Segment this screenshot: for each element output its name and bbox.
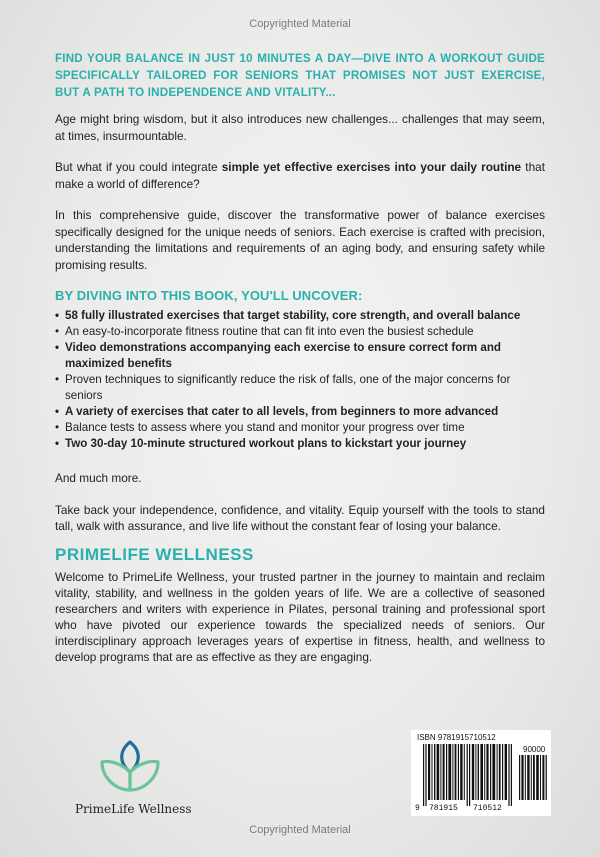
- feature-item: • Video demonstrations accompanying each exercise to ensure correct form and maximized benefits: [55, 340, 545, 372]
- back-cover-text: [55, 50, 545, 665]
- paragraph-integrate: [55, 159, 545, 192]
- feature-list: [55, 308, 545, 452]
- price-code: 90000: [523, 745, 546, 754]
- isbn-label: ISBN 9781915710512: [417, 733, 496, 742]
- feature-item: • A variety of exercises that cater to all levels, from beginners to more advanced: [55, 404, 545, 420]
- barcode-right-digits: 710512: [473, 804, 502, 813]
- barcode-left-digits: 781915: [429, 804, 458, 813]
- feature-item: • Proven techniques to significantly reduce the risk of falls, one of the major concerns for seniors: [55, 372, 545, 404]
- brand-description: Welcome to PrimeLife Wellness, your trusted partner in the journey to maintain and reclaim vitality, stability, and wellness in the golden years of life. We are a collective of seasoned researchers and writers with experience in Pilates, personal training and professional sport who have pivoted our experience towards the specialized needs of seniors. Our interdisciplinary approach leverages years of expertise in fitness, health, and wellness to develop programs that are as effective as they are engaging.: [55, 569, 545, 664]
- barcode-main-bars: [423, 744, 515, 806]
- barcode-addon-bars: [519, 755, 547, 800]
- paragraph-integrate-start: But what if you could integrate: [55, 160, 222, 174]
- barcode-lead-digit: 9: [415, 804, 420, 813]
- watermark-top: Copyrighted Material: [249, 18, 351, 30]
- lotus-leaf-icon: [98, 738, 162, 796]
- paragraph-integrate-end: that make a world of difference?: [55, 160, 545, 191]
- primelife-logo: [75, 738, 192, 816]
- feature-item: • An easy-to-incorporate fitness routine that can fit into even the busiest schedule: [55, 324, 545, 340]
- uncover-heading: BY DIVING INTO THIS BOOK, YOU'LL UNCOVER:: [55, 288, 363, 303]
- logo-label: PrimeLife Wellness: [75, 802, 192, 816]
- watermark-bottom: Copyrighted Material: [249, 824, 351, 836]
- paragraph-more: And much more.: [55, 471, 142, 485]
- paragraph-integrate-bold: simple yet effective exercises into your daily routine: [221, 160, 522, 174]
- feature-item: • 58 fully illustrated exercises that target stability, core strength, and overall balance: [55, 308, 545, 324]
- feature-item: • Two 30-day 10-minute structured workout plans to kickstart your journey: [55, 436, 545, 452]
- paragraph-age: Age might bring wisdom, but it also introduces new challenges... challenges that may seem, at times, insurmountable.: [55, 112, 545, 143]
- brand-heading: PRIMELIFE WELLNESS: [55, 544, 254, 564]
- paragraph-guide: In this comprehensive guide, discover the transformative power of balance exercises specifically designed for the unique needs of seniors. Each exercise is crafted with precision, understanding the limitations and requirements of an aging body, and ensuring safety while promising results.: [55, 208, 545, 272]
- paragraph-take-back: Take back your independence, confidence, and vitality. Equip yourself with the tools to stand tall, walk with assurance, and live life without the constant fear of losing your balance.: [55, 502, 545, 533]
- feature-item: • Balance tests to assess where you stand and monitor your progress over time: [55, 420, 545, 436]
- isbn-barcode: [411, 730, 551, 816]
- intro-tagline: FIND YOUR BALANCE IN JUST 10 MINUTES A DAY—DIVE INTO A WORKOUT GUIDE SPECIFICALLY TAILORED FOR SENIORS THAT PROMISES NOT JUST EXERCISE, BUT A PATH TO INDEPENDENCE AND VITALITY...: [55, 52, 545, 99]
